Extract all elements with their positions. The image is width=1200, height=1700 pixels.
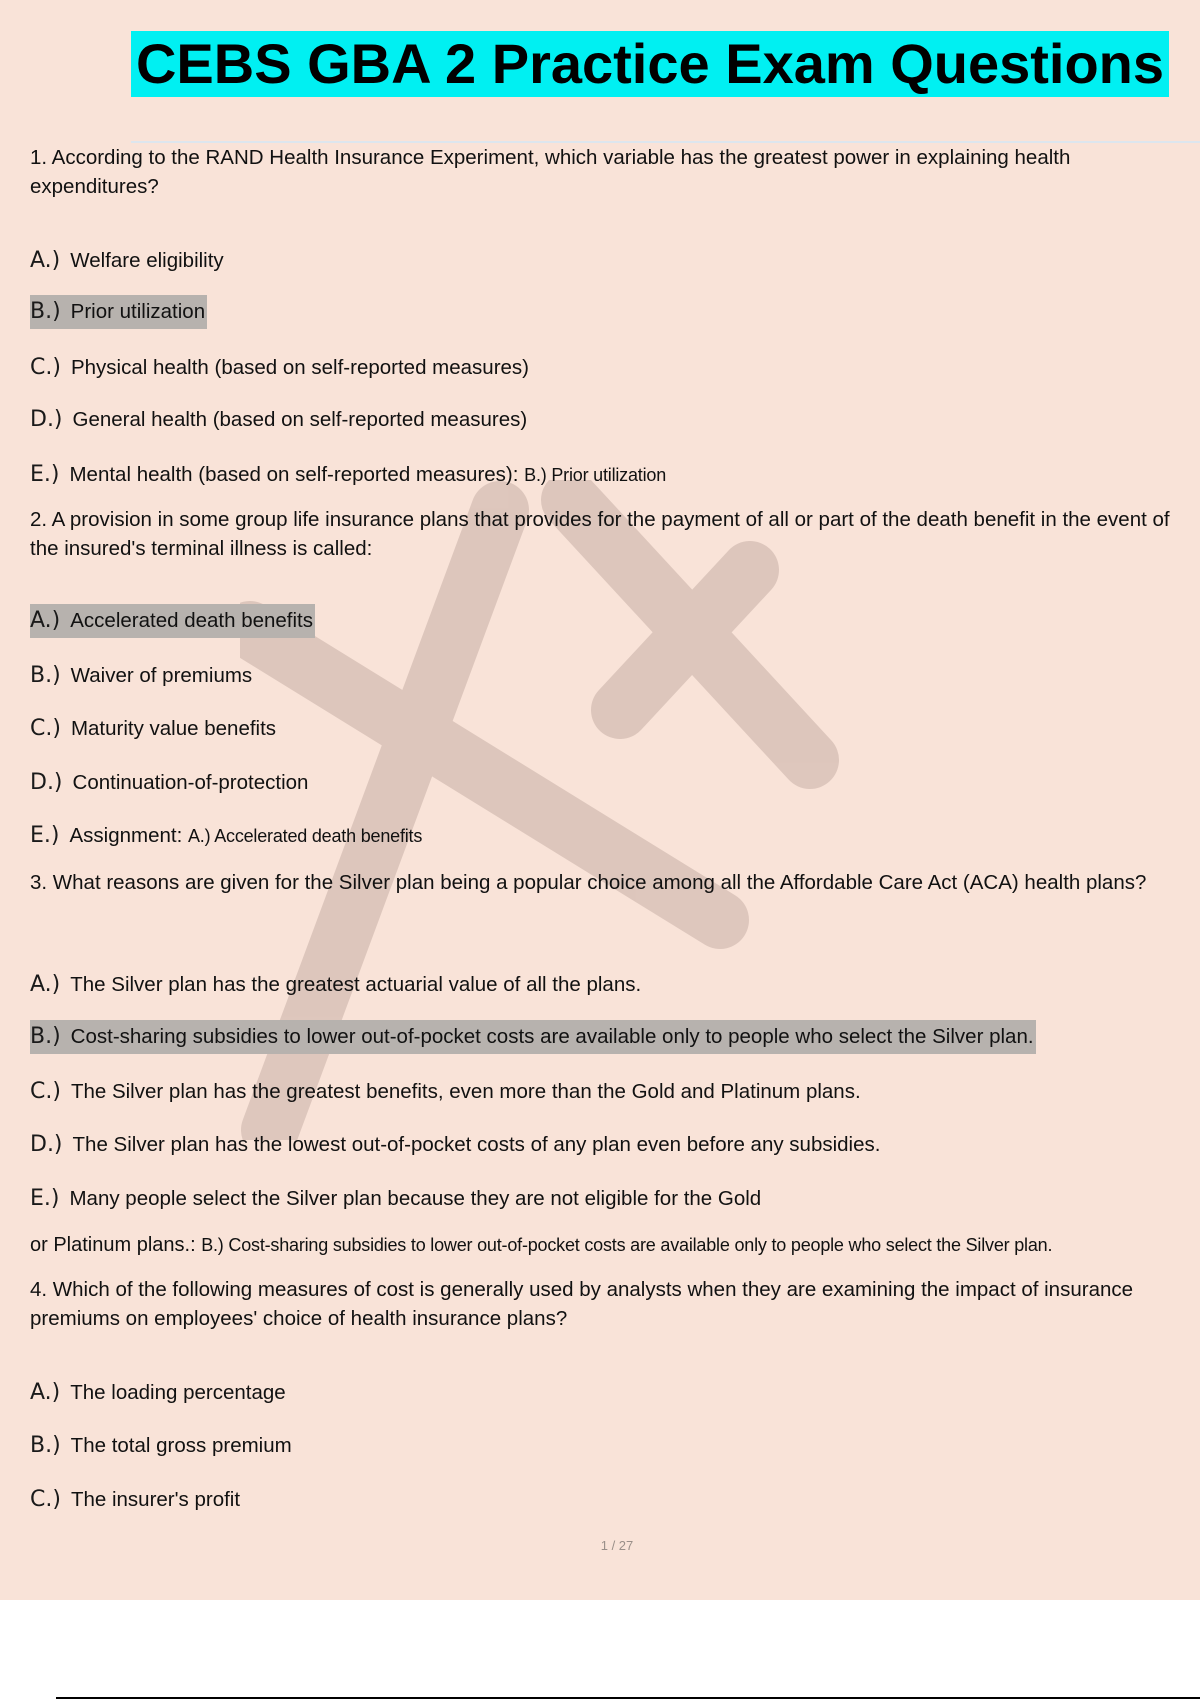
q3-option-c[interactable] <box>30 1075 863 1109</box>
option-letter: B.) <box>30 663 61 688</box>
q2-option-a-highlighted[interactable] <box>30 604 315 638</box>
option-label: The insurer's profit <box>70 1488 241 1511</box>
option-letter: E.) <box>30 462 60 487</box>
q4-option-c[interactable] <box>30 1483 242 1517</box>
q2-answer: A.) Accelerated death benefits <box>188 826 423 846</box>
page-number: 1 / 27 <box>600 1538 634 1553</box>
q2-option-c[interactable] <box>30 712 278 746</box>
q3-option-e-continuation <box>30 1229 1052 1261</box>
option-letter: A.) <box>30 248 61 273</box>
option-label-continued: or Platinum plans.: <box>30 1234 196 1256</box>
option-label: Maturity value benefits <box>70 717 277 740</box>
q4-option-b[interactable] <box>30 1429 294 1463</box>
q3-answer: B.) Cost-sharing subsidies to lower out-of-pocket costs are available only to people who select the Silver plan. <box>201 1235 1053 1255</box>
option-label: Physical health (based on self-reported measures) <box>70 356 530 379</box>
option-letter: E.) <box>30 1186 60 1211</box>
option-letter: A.) <box>30 972 61 997</box>
question-3-text: 3. What reasons are given for the Silver plan being a popular choice among all the Affordable Care Act (ACA) health plans? <box>30 871 1147 894</box>
option-letter: C.) <box>30 355 61 380</box>
option-label: Welfare eligibility <box>70 249 224 272</box>
option-label: Many people select the Silver plan because they are not eligible for the Gold <box>69 1187 762 1210</box>
option-letter: B.) <box>30 1433 61 1458</box>
option-label: Accelerated death benefits <box>70 609 313 632</box>
option-letter: A.) <box>30 608 61 633</box>
question-1-text: 1. According to the RAND Health Insurance Experiment, which variable has the greatest power in explaining health expenditures? <box>30 146 1071 198</box>
page-title: CEBS GBA 2 Practice Exam Questions <box>131 31 1169 97</box>
footer-divider <box>56 1697 1200 1699</box>
option-label: The loading percentage <box>70 1381 286 1404</box>
q1-option-e[interactable] <box>30 458 668 492</box>
q2-option-d[interactable] <box>30 766 310 800</box>
option-letter: C.) <box>30 1487 61 1512</box>
option-label: Assignment: <box>69 824 183 847</box>
option-label: Mental health (based on self-reported measures): <box>69 463 519 486</box>
q1-option-d[interactable] <box>30 403 529 437</box>
q3-option-a[interactable] <box>30 968 643 1002</box>
option-letter: D.) <box>30 770 63 795</box>
option-label: The Silver plan has the lowest out-of-pocket costs of any plan even before any subsidies. <box>72 1133 881 1156</box>
option-label: Waiver of premiums <box>70 664 253 687</box>
q2-option-e[interactable] <box>30 819 424 853</box>
q1-option-c[interactable] <box>30 351 531 385</box>
option-label: Cost-sharing subsidies to lower out-of-pocket costs are available only to people who select the Silver plan. <box>70 1025 1034 1048</box>
q2-option-b[interactable] <box>30 659 254 693</box>
question-2-text: 2. A provision in some group life insurance plans that provides for the payment of all or part of the death benefit in the event of the insured's terminal illness is called: <box>30 508 1170 560</box>
option-letter: E.) <box>30 823 60 848</box>
q1-option-b-highlighted[interactable] <box>30 295 207 329</box>
q3-option-b-highlighted[interactable] <box>30 1020 1036 1054</box>
option-label: General health (based on self-reported measures) <box>72 408 528 431</box>
option-letter: B.) <box>30 1024 61 1049</box>
q3-option-e[interactable] <box>30 1182 763 1216</box>
question-4-text: 4. Which of the following measures of cost is generally used by analysts when they are examining the impact of insurance premiums on employees' choice of health insurance plans? <box>30 1278 1134 1330</box>
option-letter: D.) <box>30 407 63 432</box>
q4-option-a[interactable] <box>30 1376 288 1410</box>
option-label: The total gross premium <box>70 1434 292 1457</box>
option-label: Prior utilization <box>70 300 206 323</box>
q1-answer: B.) Prior utilization <box>524 465 667 485</box>
option-letter: D.) <box>30 1132 63 1157</box>
option-letter: B.) <box>30 299 61 324</box>
option-letter: A.) <box>30 1380 61 1405</box>
option-label: Continuation-of-protection <box>72 771 309 794</box>
q1-option-a[interactable] <box>30 244 226 278</box>
option-letter: C.) <box>30 716 61 741</box>
option-label: The Silver plan has the greatest actuarial value of all the plans. <box>70 973 642 996</box>
option-letter: C.) <box>30 1079 61 1104</box>
q3-option-d[interactable] <box>30 1128 882 1162</box>
option-label: The Silver plan has the greatest benefits, even more than the Gold and Platinum plans. <box>70 1080 861 1103</box>
